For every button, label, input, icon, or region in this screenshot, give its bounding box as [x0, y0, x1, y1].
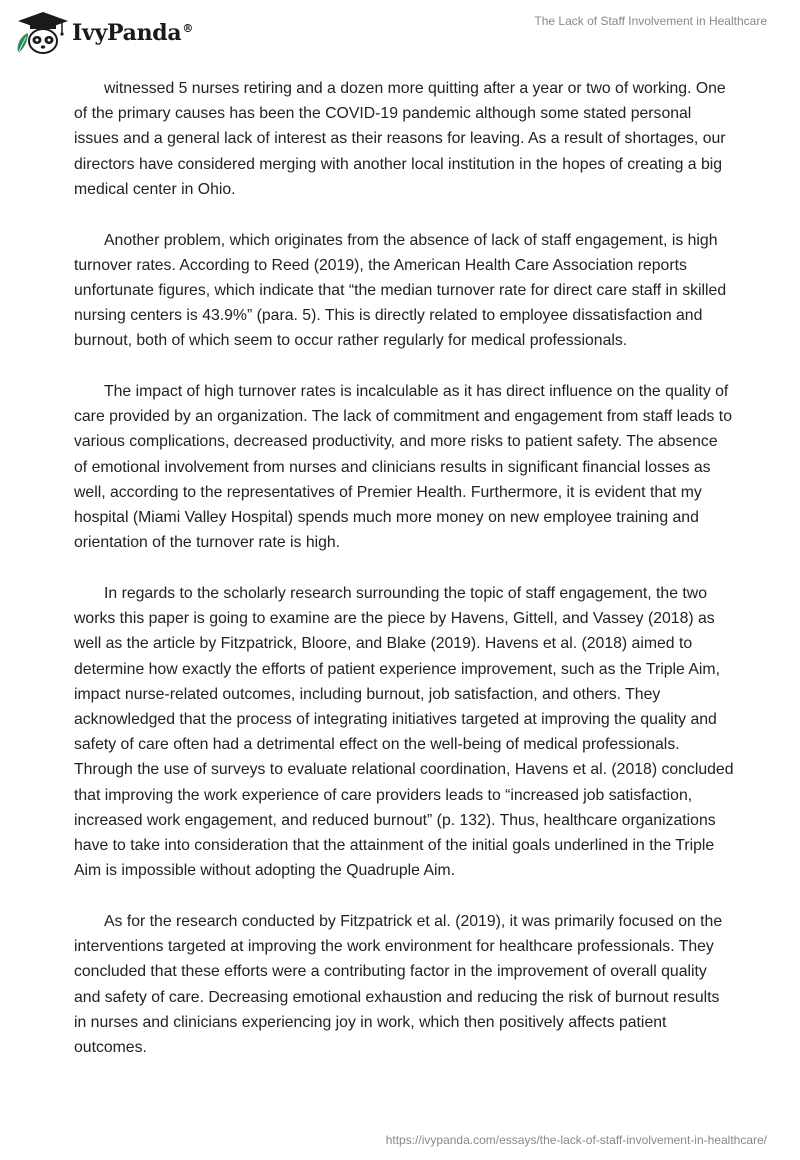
paragraph: In regards to the scholarly research surrounding the topic of staff engagement, the two works this paper is going to examine are the piece by Havens, Gittell, and Vassey (2018) as well as the article by Fitzpatrick, Bloore, and Blake (2019). Havens et al. (2018) aimed to determine how exactly the efforts of patient experience improvement, such as the Triple Aim, impact nurse-related outcomes, including burnout, job satisfaction, and others. They acknowledged that the process of integrating initiatives targeted at improving the quality and safety of care often had a detrimental effect on the well-being of medical professionals. Through the use of surveys to evaluate relational coordination, Havens et al. (2018) concluded that improving the work experience of care providers leads to “increased job satisfaction, increased work engagement, and reduced burnout” (p. 132). Thus, healthcare organizations have to take into consideration that the attainment of the initial goals underlined in the Triple Aim is impossible without adopting the Quadruple Aim.	[74, 584, 734, 880]
registered-mark: ®	[182, 21, 194, 35]
brand-logo[interactable]	[12, 9, 193, 57]
page-header	[0, 0, 800, 70]
paragraph: The impact of high turnover rates is incalculable as it has direct influence on the quality of care provided by an organization. The lack of commitment and engagement from staff leads to various complications, decreased productivity, and more risks to patient safety. The absence of emotional involvement from nurses and clinicians results in significant financial losses as well, according to the representatives of Premier Health. Furthermore, it is evident that my hospital (Miami Valley Hospital) spends much more money on new employee training and orientation of the turnover rate is high.	[74, 383, 732, 552]
paragraph: witnessed 5 nurses retiring and a dozen more quitting after a year or two of working. One of the primary causes has been the COVID-19 pandemic although some stated personal issues and a general lack of interest as their reasons for leaving. As a result of shortages, our directors have considered merging with another local institution in the hopes of creating a big medical center in Ohio.	[74, 80, 726, 198]
paragraph: Another problem, which originates from the absence of lack of staff engagement, is high turnover rates. According to Reed (2019), the American Health Care Association reports unfortunate figures, which indicate that “the median turnover rate for direct care staff in skilled nursing centers is 43.9%” (para. 5). This is directly related to employee dissatisfaction and burnout, both of which seem to occur rather regularly for medical professionals.	[74, 231, 727, 350]
panda-graduate-icon	[12, 9, 70, 57]
document-title: The Lack of Staff Involvement in Healthcare	[534, 14, 767, 28]
source-url-link[interactable]: https://ivypanda.com/essays/the-lack-of-staff-involvement-in-healthcare/	[385, 1133, 767, 1147]
brand-name: IvyPanda®	[72, 20, 194, 46]
essay-body	[74, 76, 734, 1086]
paragraph: As for the research conducted by Fitzpatrick et al. (2019), it was primarily focused on the interventions targeted at improving the work environment for healthcare professionals. They concluded that these efforts were a contributing factor in the improvement of overall quality and safety of care. Decreasing emotional exhaustion and reducing the risk of burnout results in nurses and clinicians experiencing joy in work, which then positively affects patient outcomes.	[74, 912, 723, 1056]
